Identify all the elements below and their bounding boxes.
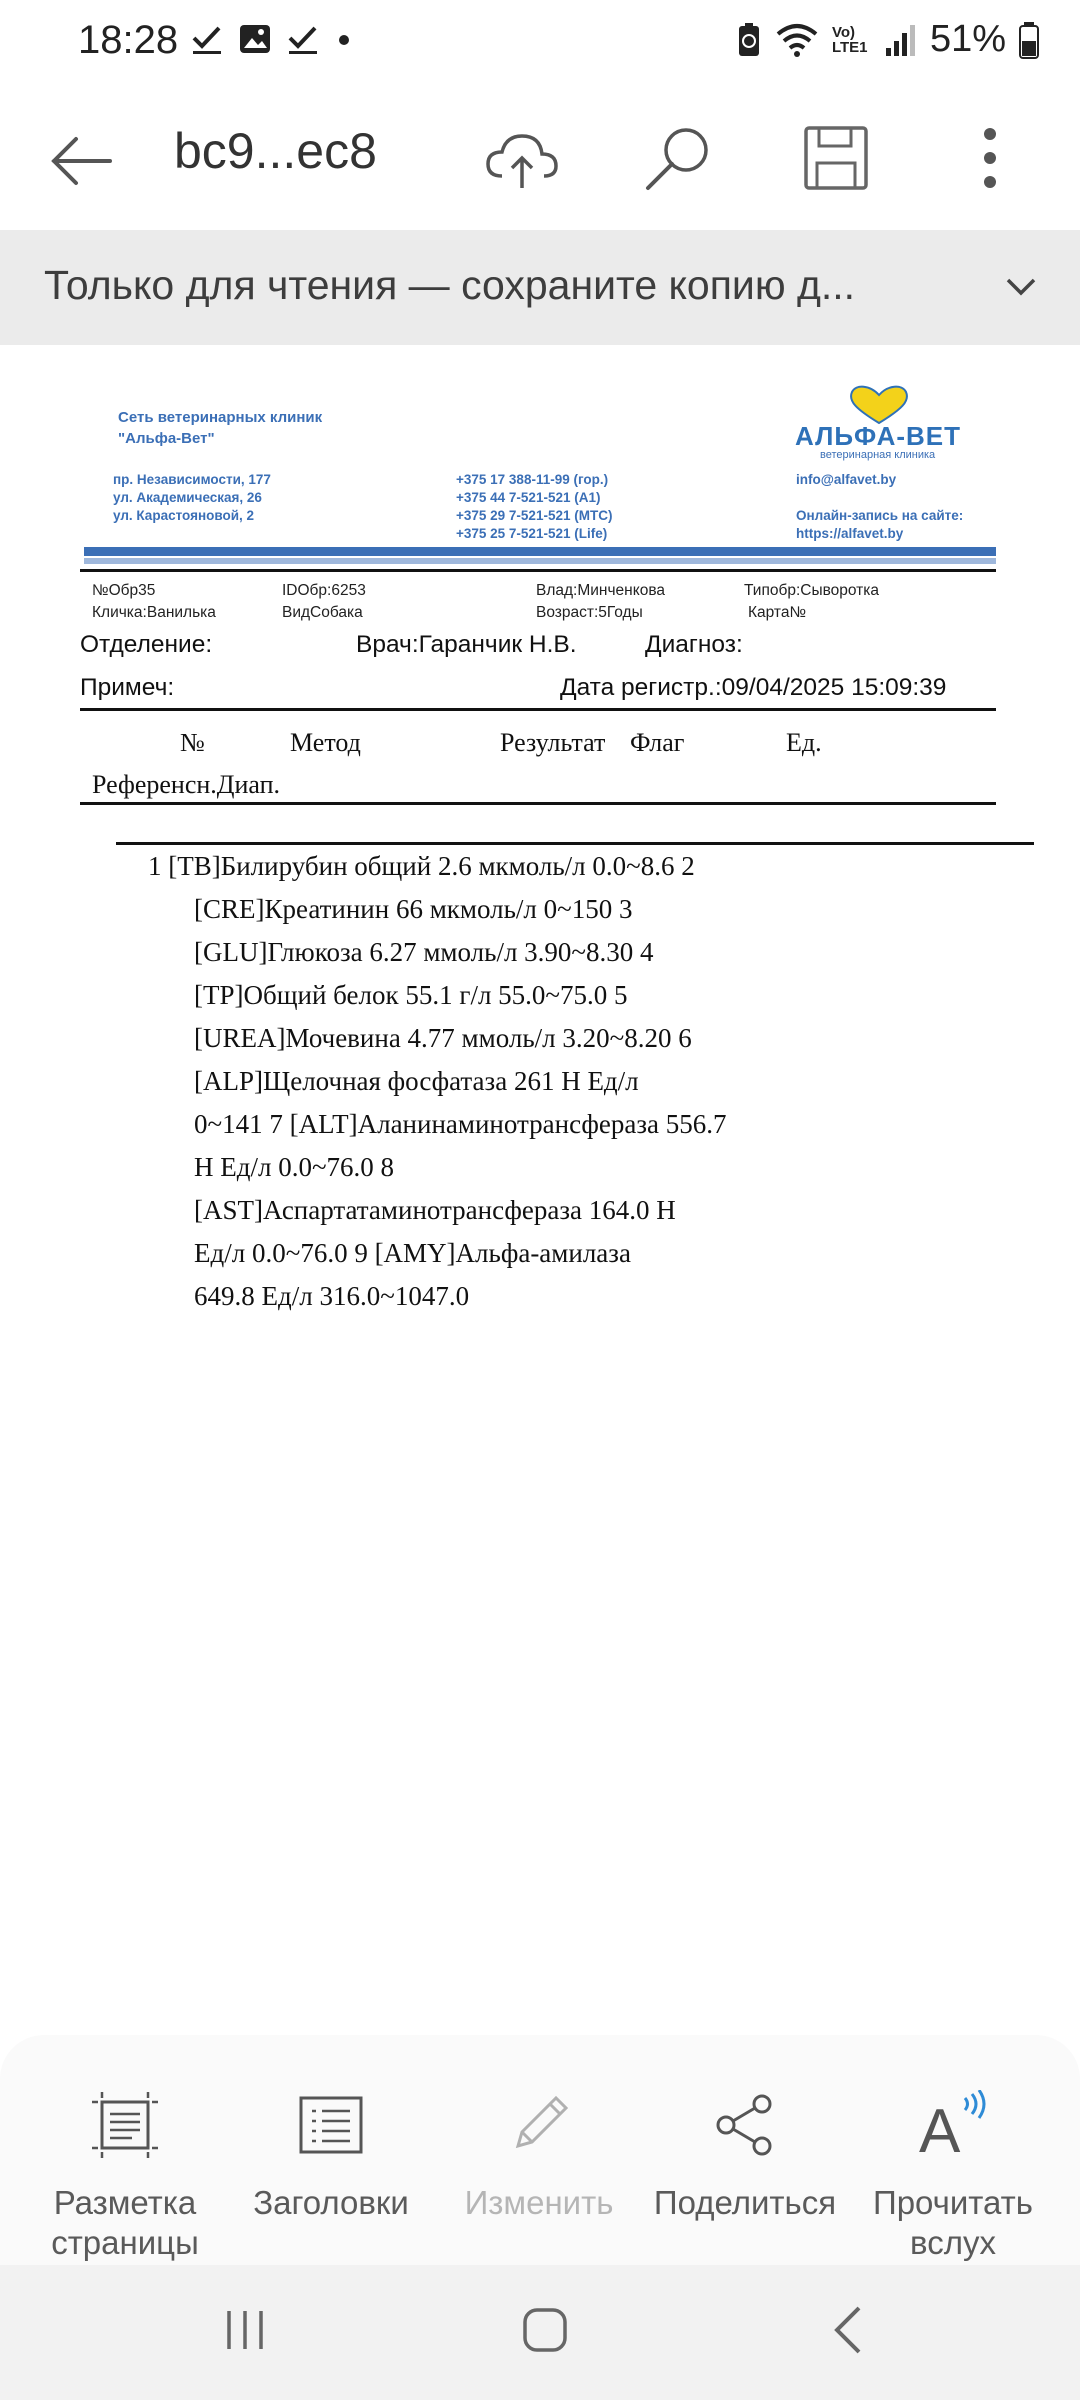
- divider: [80, 802, 996, 805]
- pencil-icon: [504, 2090, 574, 2160]
- clinic-logo-subtext: ветеринарная клиника: [820, 449, 936, 461]
- pet-name: Кличка:Ванилька: [92, 604, 216, 621]
- system-nav-bar: [0, 2265, 1080, 2400]
- upload-cloud-button[interactable]: [480, 118, 564, 202]
- clinic-contacts: [796, 471, 963, 543]
- headings-button[interactable]: [226, 2085, 436, 2223]
- back-button[interactable]: [38, 126, 124, 196]
- phone-line: +375 17 388-11-99 (гор.): [456, 472, 609, 487]
- back-arrow-icon: [46, 133, 116, 189]
- read-aloud-label-2: вслух: [910, 2224, 996, 2261]
- chevron-down-icon[interactable]: [1004, 270, 1038, 304]
- wifi-icon: [774, 22, 820, 58]
- page-layout-icon: [90, 2090, 160, 2160]
- battery-saver-icon: [736, 22, 762, 58]
- home-icon: [521, 2306, 569, 2354]
- save-button[interactable]: [794, 116, 878, 200]
- col-header-reference: Референсн.Диап.: [92, 770, 281, 799]
- clinic-logo-text: АЛЬФА-ВЕТ: [795, 421, 962, 451]
- registration-date: Дата регистр.:09/04/2025 15:09:39: [560, 674, 947, 701]
- department-label: Отделение:: [80, 631, 213, 658]
- bottom-toolbar: [0, 2035, 1080, 2265]
- search-icon: [642, 122, 714, 194]
- document-title[interactable]: bc9...ec8: [174, 123, 377, 179]
- note-label: Примеч:: [80, 674, 175, 701]
- headings-icon: [298, 2095, 364, 2155]
- check-icon: [286, 22, 320, 56]
- nav-back-button[interactable]: [804, 2295, 894, 2365]
- online-label: Онлайн-запись на сайте:: [796, 508, 964, 523]
- image-icon: [238, 22, 272, 56]
- svg-text:A: A: [919, 2097, 961, 2160]
- share-icon: [712, 2092, 778, 2158]
- battery-percent: 51%: [929, 18, 1006, 60]
- check-icon: [190, 22, 224, 56]
- result-line: [GLU]Глюкоза 6.27 ммоль/л 3.90~8.30 4: [194, 937, 654, 967]
- more-options-button[interactable]: [960, 116, 1020, 200]
- address-line: ул. Карастояновой, 2: [113, 508, 255, 523]
- banner-text: Только для чтения — сохраните копию д...: [44, 262, 856, 308]
- header-stripe: [84, 547, 996, 556]
- email: info@alfavet.by: [796, 472, 897, 487]
- edit-label: Изменить: [464, 2184, 614, 2221]
- battery-icon: [1018, 21, 1040, 59]
- result-line: [CRE]Креатинин 66 мкмоль/л 0~150 3: [194, 894, 633, 924]
- result-line: Ед/л 0.0~76.0 9 [AMY]Альфа-амилаза: [194, 1238, 631, 1268]
- doctor-label: Врач:Гаранчик Н.В.: [356, 631, 577, 658]
- dot-icon: [334, 22, 354, 56]
- pet-age: Возраст:5Годы: [536, 604, 643, 621]
- document-page: [0, 345, 1080, 2035]
- card-number: Карта№: [748, 604, 807, 621]
- recent-apps-icon: [221, 2307, 269, 2353]
- sample-id: IDОбр:6253: [282, 582, 366, 599]
- clinic-addresses: [113, 471, 271, 525]
- phone-line: +375 29 7-521-521 (МТС): [456, 508, 613, 523]
- page-layout-label-1: Разметка: [53, 2184, 197, 2221]
- result-line: 0~141 7 [ALT]Аланинаминотрансфераза 556.7: [194, 1109, 727, 1139]
- recent-apps-button[interactable]: [200, 2295, 290, 2365]
- status-right: [736, 18, 1040, 61]
- more-vertical-icon: [980, 126, 1000, 190]
- nav-back-icon: [829, 2304, 869, 2356]
- clinic-phones: [456, 471, 612, 543]
- address-line: пр. Независимости, 177: [113, 472, 271, 487]
- network-type-badge: Vo) LTE1: [831, 23, 868, 56]
- col-header-no: №: [180, 728, 205, 757]
- status-time: 18:28: [78, 18, 179, 62]
- result-line: [AST]Аспартатаминотрансфераза 164.0 H: [194, 1195, 676, 1225]
- clinic-name: Сеть ветеринарных клиник "Альфа-Вет": [118, 409, 323, 447]
- read-aloud-icon: [915, 2090, 991, 2160]
- header-stripe-light: [84, 558, 996, 564]
- read-only-banner[interactable]: [0, 230, 1080, 345]
- col-header-flag: Флаг: [630, 728, 685, 757]
- notification-icons: [190, 22, 354, 56]
- result-line: 649.8 Ед/л 316.0~1047.0: [194, 1281, 470, 1311]
- col-header-method: Метод: [290, 728, 361, 757]
- status-bar: [0, 0, 1080, 90]
- phone-line: +375 25 7-521-521 (Life): [456, 526, 608, 541]
- result-line: [ALP]Щелочная фосфатаза 261 H Ед/л: [194, 1066, 639, 1096]
- page-layout-label-2: страницы: [51, 2224, 199, 2261]
- app-bar: [0, 90, 1080, 230]
- owner-name: Влад:Минченкова: [536, 582, 665, 599]
- divider: [80, 708, 996, 711]
- result-line: H Ед/л 0.0~76.0 8: [194, 1152, 395, 1182]
- signal-icon: [884, 22, 918, 58]
- divider: [80, 569, 996, 572]
- result-line: [UREA]Мочевина 4.77 ммоль/л 3.20~8.20 6: [194, 1023, 692, 1053]
- read-aloud-button[interactable]: [848, 2085, 1058, 2263]
- result-line: 1 [TB]Билирубин общий 2.6 мкмоль/л 0.0~8.6 2: [148, 851, 695, 881]
- sample-type: Типобр:Сыворотка: [744, 582, 880, 599]
- results-list: [148, 845, 727, 1318]
- search-button[interactable]: [636, 116, 720, 200]
- address-line: ул. Академическая, 26: [113, 490, 262, 505]
- edit-button[interactable]: [434, 2085, 644, 2223]
- sample-number: №Обр35: [92, 582, 156, 599]
- diagnosis-label: Диагноз:: [645, 631, 743, 658]
- share-button[interactable]: [640, 2085, 850, 2223]
- cloud-upload-icon: [484, 128, 560, 192]
- save-disk-icon: [803, 125, 869, 191]
- col-header-unit: Ед.: [786, 728, 822, 757]
- phone-line: +375 44 7-521-521 (A1): [456, 490, 601, 505]
- species: ВидСобака: [282, 604, 363, 621]
- share-label: Поделиться: [653, 2184, 837, 2221]
- home-button[interactable]: [500, 2295, 590, 2365]
- headings-label: Заголовки: [253, 2184, 409, 2221]
- result-line: [TP]Общий белок 55.1 г/л 55.0~75.0 5: [194, 980, 628, 1010]
- col-header-result: Результат: [500, 728, 606, 757]
- website: https://alfavet.by: [796, 526, 904, 541]
- read-aloud-label-1: Прочитать: [872, 2184, 1033, 2221]
- page-layout-button[interactable]: [20, 2085, 230, 2263]
